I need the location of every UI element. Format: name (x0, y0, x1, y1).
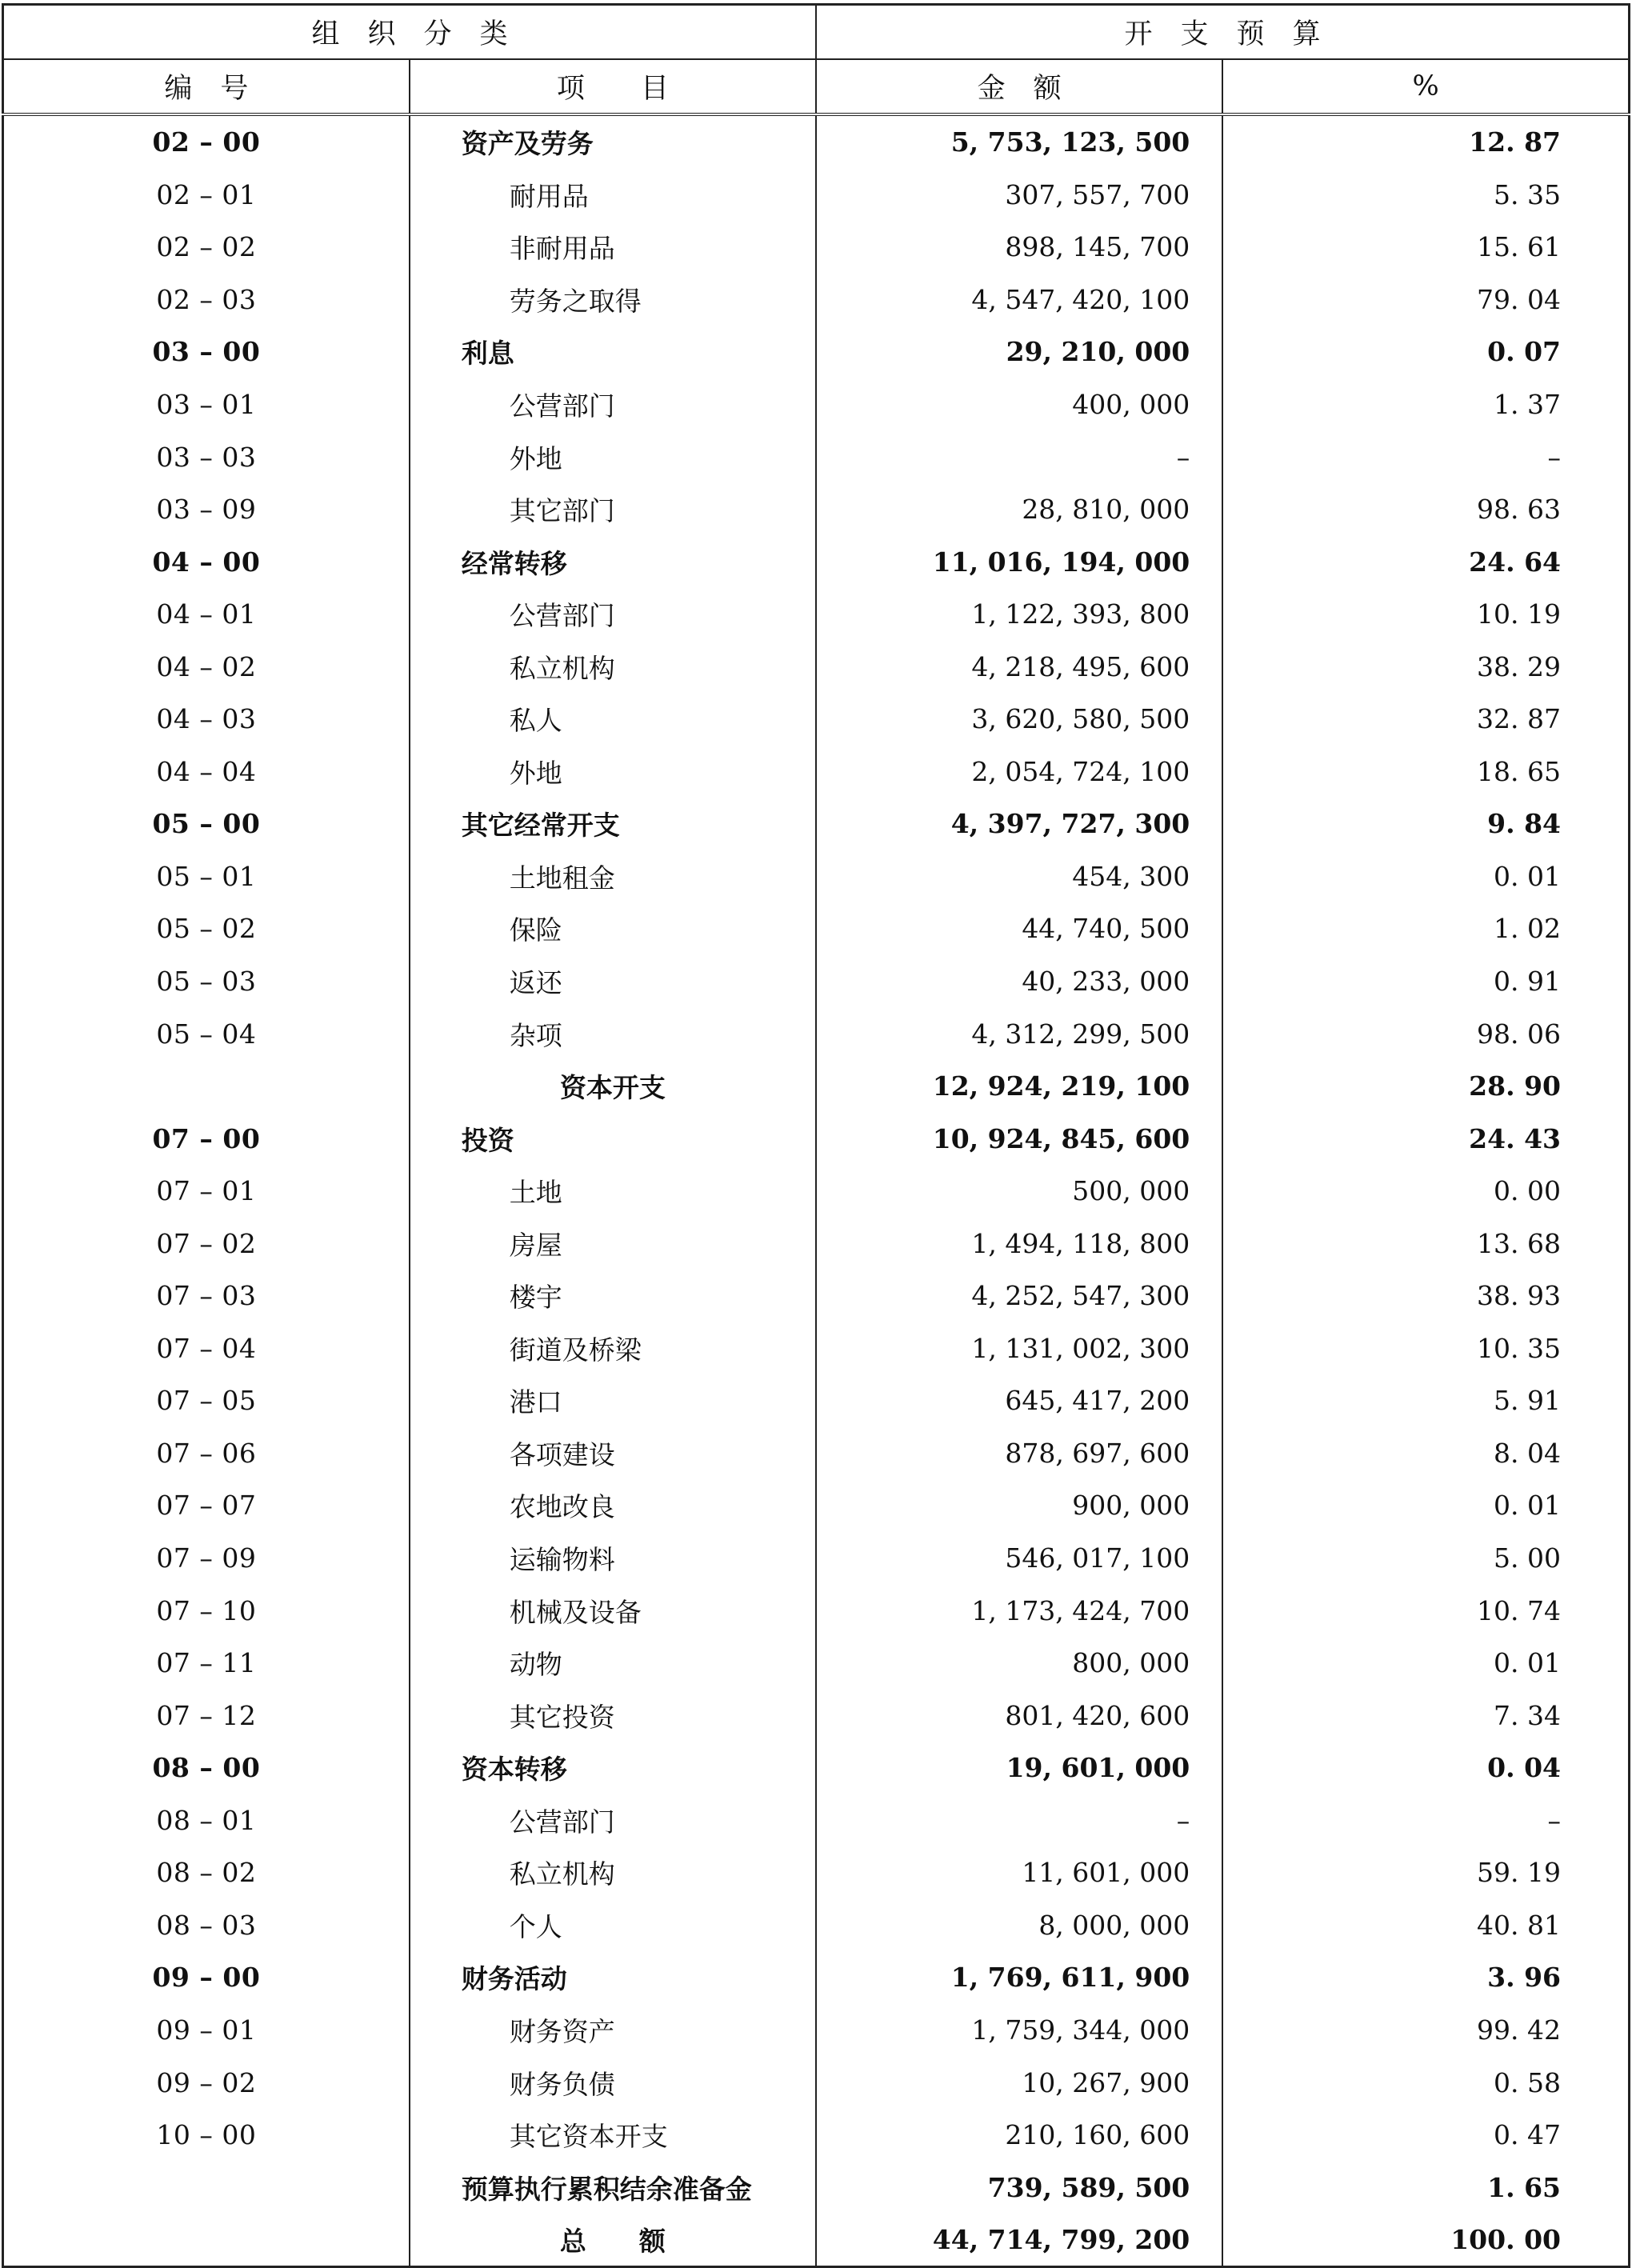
row-percent: 100. 00 (1450, 2224, 1561, 2256)
row-code (3, 1060, 410, 1113)
table-row (3, 1322, 1630, 1375)
row-item: 私人 (410, 693, 816, 746)
table-row (3, 1112, 1630, 1165)
row-amount: 4, 252, 547, 300 (816, 1270, 1222, 1322)
row-code: 05 – 02 (3, 902, 410, 955)
row-code (3, 2161, 410, 2214)
table-row (3, 1584, 1630, 1637)
budget-table (2, 3, 1630, 2268)
table-row (3, 850, 1630, 903)
table-row (3, 2056, 1630, 2109)
table-row (3, 693, 1630, 746)
table-row (3, 1951, 1630, 2004)
row-item: 私立机构 (410, 640, 816, 693)
row-code: 09 – 01 (3, 2004, 410, 2057)
row-code: 07 – 02 (3, 1217, 410, 1270)
table-row (3, 1794, 1630, 1847)
row-amount: 40, 233, 000 (816, 955, 1222, 1008)
row-amount: 2, 054, 724, 100 (816, 746, 1222, 798)
row-code: 04 – 02 (3, 640, 410, 693)
row-item: 私立机构 (410, 1846, 816, 1899)
row-code: 03 – 03 (3, 430, 410, 483)
row-amount: 11, 016, 194, 000 (816, 535, 1222, 588)
row-item: 耐用品 (410, 169, 816, 222)
row-code: 07 – 00 (3, 1112, 410, 1165)
row-item: 财务活动 (410, 1951, 816, 2004)
table-row (3, 1270, 1630, 1322)
row-amount: 10, 924, 845, 600 (816, 1112, 1222, 1165)
row-percent: 24. 43 (1469, 1122, 1561, 1154)
row-percent: 7. 34 (1494, 1699, 1561, 1731)
row-code: 08 – 03 (3, 1899, 410, 1952)
row-item: 杂项 (410, 1007, 816, 1060)
table-row (3, 221, 1630, 274)
table-row (3, 430, 1630, 483)
table-row (3, 535, 1630, 588)
header-item: 项 目 (410, 59, 816, 114)
table-row (3, 2214, 1630, 2267)
row-code: 04 – 01 (3, 588, 410, 641)
row-percent: 59. 19 (1477, 1857, 1561, 1889)
row-item: 其它经常开支 (410, 798, 816, 850)
row-code: 04 – 00 (3, 535, 410, 588)
row-item: 利息 (410, 326, 816, 378)
table-row (3, 2004, 1630, 2057)
table-row (3, 798, 1630, 850)
row-item: 外地 (410, 430, 816, 483)
row-code: 09 – 02 (3, 2056, 410, 2109)
row-percent: 99. 42 (1477, 2014, 1561, 2046)
row-percent: 0. 01 (1494, 860, 1561, 892)
table-row (3, 1689, 1630, 1742)
row-item: 财务资产 (410, 2004, 816, 2057)
row-percent: – (1547, 1804, 1561, 1836)
row-amount: 1, 173, 424, 700 (816, 1584, 1222, 1637)
row-code: 05 – 01 (3, 850, 410, 903)
table-row (3, 1532, 1630, 1585)
table-row (3, 955, 1630, 1008)
row-amount: 800, 000 (816, 1637, 1222, 1690)
row-item: 总 额 (410, 2214, 816, 2267)
table-row (3, 588, 1630, 641)
row-percent: 0. 91 (1494, 966, 1561, 998)
row-percent: – (1547, 441, 1561, 473)
row-amount: 29, 210, 000 (816, 326, 1222, 378)
table-row (3, 1374, 1630, 1427)
row-amount: 898, 145, 700 (816, 221, 1222, 274)
table-row (3, 2109, 1630, 2162)
row-code: 08 – 01 (3, 1794, 410, 1847)
header-budget: 开 支 预 算 (816, 5, 1630, 60)
header-org-classification: 组 织 分 类 (3, 5, 817, 60)
row-item: 投资 (410, 1112, 816, 1165)
row-code: 02 – 02 (3, 221, 410, 274)
table-row (3, 1742, 1630, 1794)
table-row (3, 1637, 1630, 1690)
row-amount: 4, 312, 299, 500 (816, 1007, 1222, 1060)
row-percent: 18. 65 (1477, 755, 1561, 787)
row-code: 05 – 04 (3, 1007, 410, 1060)
row-percent: 0. 04 (1487, 1752, 1561, 1784)
row-percent: 28. 90 (1469, 1070, 1561, 1102)
table-row (3, 274, 1630, 326)
row-amount: 11, 601, 000 (816, 1846, 1222, 1899)
row-amount: 4, 218, 495, 600 (816, 640, 1222, 693)
row-amount: 44, 714, 799, 200 (816, 2214, 1222, 2267)
row-amount: 4, 397, 727, 300 (816, 798, 1222, 850)
row-amount: 10, 267, 900 (816, 2056, 1222, 2109)
row-code: 08 – 02 (3, 1846, 410, 1899)
row-item: 返还 (410, 955, 816, 1008)
row-code: 03 – 01 (3, 378, 410, 431)
row-amount: – (816, 1794, 1222, 1847)
row-item: 财务负债 (410, 2056, 816, 2109)
row-code: 02 – 01 (3, 169, 410, 222)
row-code: 07 – 10 (3, 1584, 410, 1637)
header-row-columns (3, 59, 1630, 114)
row-code: 07 – 12 (3, 1689, 410, 1742)
row-amount: 3, 620, 580, 500 (816, 693, 1222, 746)
row-code: 07 – 11 (3, 1637, 410, 1690)
row-amount: 8, 000, 000 (816, 1899, 1222, 1952)
row-code: 07 – 05 (3, 1374, 410, 1427)
row-percent: 5. 35 (1494, 178, 1561, 210)
row-amount: 1, 131, 002, 300 (816, 1322, 1222, 1375)
row-percent: 38. 29 (1477, 650, 1561, 682)
row-code: 02 – 00 (3, 114, 410, 169)
row-item: 其它部门 (410, 483, 816, 536)
row-percent: 1. 02 (1494, 913, 1561, 945)
row-item: 个人 (410, 1899, 816, 1952)
table-row (3, 1846, 1630, 1899)
table-row (3, 114, 1630, 169)
row-code: 07 – 03 (3, 1270, 410, 1322)
row-item: 其它资本开支 (410, 2109, 816, 2162)
row-item: 其它投资 (410, 1689, 816, 1742)
row-amount: 4, 547, 420, 100 (816, 274, 1222, 326)
row-amount: 1, 494, 118, 800 (816, 1217, 1222, 1270)
row-percent: 0. 00 (1494, 1175, 1561, 1207)
row-code: 07 – 09 (3, 1532, 410, 1585)
row-code: 04 – 03 (3, 693, 410, 746)
table-row (3, 2161, 1630, 2214)
table-row (3, 378, 1630, 431)
table-row (3, 902, 1630, 955)
row-item: 公营部门 (410, 588, 816, 641)
row-percent: 10. 19 (1477, 598, 1561, 630)
table-row (3, 326, 1630, 378)
row-item: 资本开支 (410, 1060, 816, 1113)
row-item: 非耐用品 (410, 221, 816, 274)
row-code: 08 – 00 (3, 1742, 410, 1794)
row-item: 土地 (410, 1165, 816, 1218)
row-amount: 454, 300 (816, 850, 1222, 903)
row-percent: 10. 74 (1477, 1594, 1561, 1626)
budget-table-sheet (2, 3, 1630, 2268)
row-code: 07 – 04 (3, 1322, 410, 1375)
row-percent: 98. 06 (1477, 1018, 1561, 1050)
row-item: 动物 (410, 1637, 816, 1690)
row-item: 楼宇 (410, 1270, 816, 1322)
table-row (3, 746, 1630, 798)
row-percent: 5. 00 (1494, 1542, 1561, 1574)
row-amount: 400, 000 (816, 378, 1222, 431)
row-amount: 210, 160, 600 (816, 2109, 1222, 2162)
row-item: 港口 (410, 1374, 816, 1427)
row-amount: 878, 697, 600 (816, 1427, 1222, 1480)
table-row (3, 483, 1630, 536)
header-code: 编 号 (3, 59, 410, 114)
row-percent: 98. 63 (1477, 494, 1561, 526)
row-item: 土地租金 (410, 850, 816, 903)
row-amount: 44, 740, 500 (816, 902, 1222, 955)
row-code: 07 – 07 (3, 1479, 410, 1532)
row-item: 机械及设备 (410, 1584, 816, 1637)
row-amount: 19, 601, 000 (816, 1742, 1222, 1794)
row-percent: 8. 04 (1494, 1437, 1561, 1469)
row-percent: 0. 01 (1494, 1647, 1561, 1679)
row-item: 公营部门 (410, 1794, 816, 1847)
row-code: 04 – 04 (3, 746, 410, 798)
row-code: 07 – 01 (3, 1165, 410, 1218)
table-row (3, 1060, 1630, 1113)
row-percent: 9. 84 (1487, 808, 1561, 840)
row-code: 03 – 09 (3, 483, 410, 536)
row-amount: 801, 420, 600 (816, 1689, 1222, 1742)
row-code: 10 – 00 (3, 2109, 410, 2162)
row-percent: 1. 65 (1487, 2171, 1561, 2203)
row-item: 保险 (410, 902, 816, 955)
table-row (3, 1217, 1630, 1270)
row-amount: 28, 810, 000 (816, 483, 1222, 536)
row-item: 各项建设 (410, 1427, 816, 1480)
table-row (3, 1479, 1630, 1532)
row-item: 预算执行累积结余准备金 (410, 2161, 816, 2214)
table-row (3, 1165, 1630, 1218)
row-percent: 1. 37 (1494, 389, 1561, 420)
row-amount: 307, 557, 700 (816, 169, 1222, 222)
row-amount: 1, 759, 344, 000 (816, 2004, 1222, 2057)
table-row (3, 640, 1630, 693)
row-percent: 15. 61 (1477, 231, 1561, 263)
row-amount: 739, 589, 500 (816, 2161, 1222, 2214)
row-amount: – (816, 430, 1222, 483)
row-amount: 1, 769, 611, 900 (816, 1951, 1222, 2004)
row-item: 外地 (410, 746, 816, 798)
row-amount: 12, 924, 219, 100 (816, 1060, 1222, 1113)
table-row (3, 1427, 1630, 1480)
row-item: 农地改良 (410, 1479, 816, 1532)
row-amount: 900, 000 (816, 1479, 1222, 1532)
header-row-top (3, 5, 1630, 60)
row-amount: 1, 122, 393, 800 (816, 588, 1222, 641)
table-row (3, 169, 1630, 222)
row-code: 05 – 00 (3, 798, 410, 850)
row-code: 09 – 00 (3, 1951, 410, 2004)
row-percent: 40. 81 (1477, 1909, 1561, 1941)
row-item: 资本转移 (410, 1742, 816, 1794)
header-amount: 金 额 (816, 59, 1222, 114)
row-item: 公营部门 (410, 378, 816, 431)
row-code: 03 – 00 (3, 326, 410, 378)
row-item: 资产及劳务 (410, 114, 816, 169)
row-percent: 10. 35 (1477, 1332, 1561, 1364)
row-percent: 38. 93 (1477, 1280, 1561, 1312)
row-code: 05 – 03 (3, 955, 410, 1008)
row-percent: 32. 87 (1477, 703, 1561, 735)
row-amount: 5, 753, 123, 500 (816, 114, 1222, 169)
row-amount: 546, 017, 100 (816, 1532, 1222, 1585)
row-percent: 24. 64 (1469, 546, 1561, 578)
row-item: 运输物料 (410, 1532, 816, 1585)
row-item: 房屋 (410, 1217, 816, 1270)
row-percent: 12. 87 (1469, 126, 1561, 158)
row-percent: 0. 47 (1494, 2119, 1561, 2151)
row-amount: 645, 417, 200 (816, 1374, 1222, 1427)
row-item: 经常转移 (410, 535, 816, 588)
row-code: 07 – 06 (3, 1427, 410, 1480)
row-amount: 500, 000 (816, 1165, 1222, 1218)
table-row (3, 1899, 1630, 1952)
table-row (3, 1007, 1630, 1060)
row-item: 街道及桥梁 (410, 1322, 816, 1375)
row-percent: 13. 68 (1477, 1227, 1561, 1259)
row-percent: 5. 91 (1494, 1385, 1561, 1417)
row-percent: 0. 07 (1487, 336, 1561, 368)
row-percent: 79. 04 (1477, 283, 1561, 315)
row-percent: 3. 96 (1487, 1962, 1561, 1994)
row-item: 劳务之取得 (410, 274, 816, 326)
row-code (3, 2214, 410, 2267)
row-percent: 0. 58 (1494, 2066, 1561, 2098)
row-code: 02 – 03 (3, 274, 410, 326)
header-percent: % (1222, 59, 1629, 114)
row-percent: 0. 01 (1494, 1490, 1561, 1522)
